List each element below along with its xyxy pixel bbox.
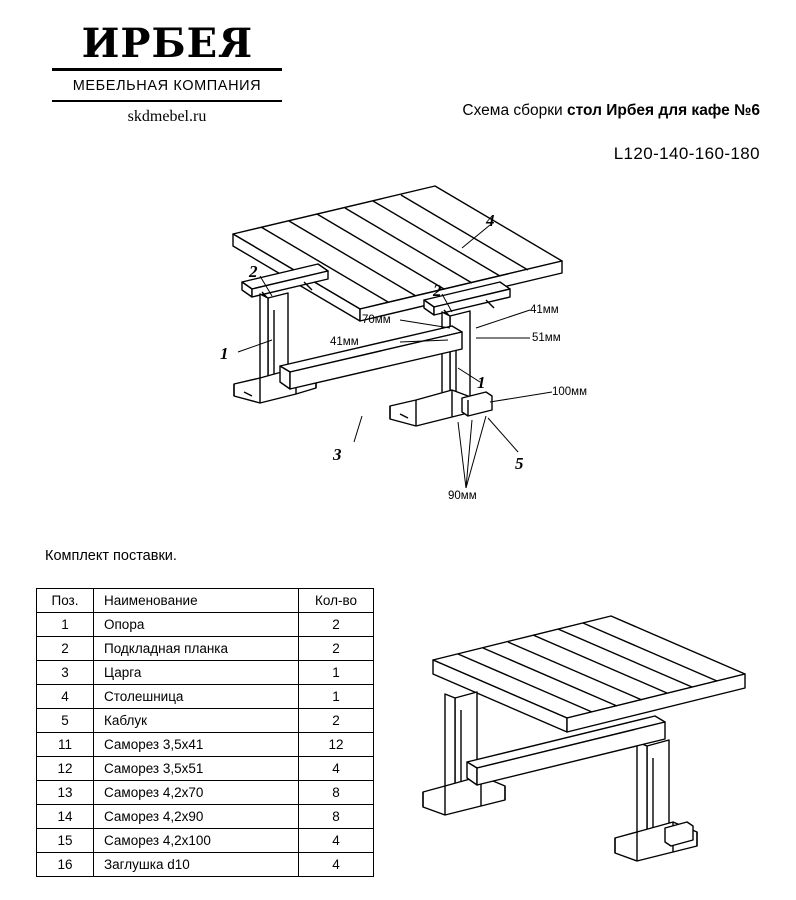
table-row	[37, 685, 374, 709]
assembled-table-svg	[415, 600, 785, 880]
cell-name: Опора	[94, 613, 299, 637]
cell-qty: 12	[299, 733, 374, 757]
table-row	[37, 853, 374, 877]
cell-qty: 8	[299, 805, 374, 829]
cell-qty: 8	[299, 781, 374, 805]
title-prefix: Схема сборки	[462, 102, 567, 119]
cell-name: Саморез 4,2х70	[94, 781, 299, 805]
dimension-51: 51мм	[532, 332, 561, 344]
cell-pos: 1	[37, 613, 94, 637]
cell-pos: 2	[37, 637, 94, 661]
callout-2-left: 2	[249, 262, 258, 281]
cell-pos: 16	[37, 853, 94, 877]
assembly-diagram	[200, 170, 796, 540]
dimension-41-left: 41мм	[330, 336, 359, 348]
cell-name: Каблук	[94, 709, 299, 733]
cell-qty: 2	[299, 709, 374, 733]
cell-qty: 1	[299, 685, 374, 709]
cell-qty: 2	[299, 637, 374, 661]
table-row	[37, 733, 374, 757]
company-logo-block	[52, 22, 282, 127]
table-row	[37, 637, 374, 661]
table-row	[37, 781, 374, 805]
cell-name: Саморез 4,2х100	[94, 829, 299, 853]
dimension-70: 70мм	[362, 314, 391, 326]
cell-pos: 11	[37, 733, 94, 757]
cell-name: Саморез 3,5х51	[94, 757, 299, 781]
callout-1-left: 1	[220, 344, 229, 363]
assembly-diagram-svg	[200, 170, 796, 540]
column-header-pos: Поз.	[37, 589, 94, 613]
cell-pos: 15	[37, 829, 94, 853]
assembled-table-illustration	[415, 600, 785, 880]
cell-pos: 3	[37, 661, 94, 685]
cell-name: Саморез 3,5х41	[94, 733, 299, 757]
brand-divider-bottom	[52, 100, 282, 102]
dimension-41-right: 41мм	[530, 304, 559, 316]
table-header-row	[37, 589, 374, 613]
dimension-90: 90мм	[448, 490, 477, 502]
table-row	[37, 661, 374, 685]
cell-qty: 2	[299, 613, 374, 637]
cell-pos: 5	[37, 709, 94, 733]
brand-wordmark: ИРБЕR	[81, 20, 253, 67]
table-row	[37, 613, 374, 637]
column-header-name: Наименование	[94, 589, 299, 613]
callout-2-right: 2	[433, 281, 442, 300]
table-row	[37, 709, 374, 733]
brand-divider-top	[52, 68, 282, 71]
cell-pos: 12	[37, 757, 94, 781]
cell-pos: 14	[37, 805, 94, 829]
cell-qty: 4	[299, 829, 374, 853]
table-row	[37, 829, 374, 853]
table-row	[37, 757, 374, 781]
rail-part	[280, 326, 462, 389]
callout-4: 4	[486, 211, 495, 230]
cell-pos: 13	[37, 781, 94, 805]
kit-title: Комплект поставки.	[45, 548, 177, 564]
callout-1-right: 1	[477, 373, 486, 392]
callout-5: 5	[515, 454, 524, 473]
product-sizes: L120-140-160-180	[613, 144, 760, 163]
cell-qty: 1	[299, 661, 374, 685]
cell-qty: 4	[299, 757, 374, 781]
document-title	[330, 100, 760, 122]
parts-table	[36, 588, 374, 877]
cell-qty: 4	[299, 853, 374, 877]
cell-name: Заглушка d10	[94, 853, 299, 877]
cell-name: Столешница	[94, 685, 299, 709]
title-product: стол Ирбея для кафе №6	[567, 102, 760, 119]
brand-subtitle: МЕБЕЛЬНАЯ КОМПАНИЯ	[72, 78, 262, 94]
cell-name: Царга	[94, 661, 299, 685]
cell-name: Саморез 4,2х90	[94, 805, 299, 829]
dimension-100: 100мм	[552, 386, 587, 398]
column-header-qty: Кол-во	[299, 589, 374, 613]
callout-3: 3	[333, 445, 342, 464]
document-title-block	[330, 100, 760, 164]
cell-pos: 4	[37, 685, 94, 709]
table-row	[37, 805, 374, 829]
brand-website: skdmebel.ru	[127, 108, 207, 125]
cell-name: Подкладная планка	[94, 637, 299, 661]
